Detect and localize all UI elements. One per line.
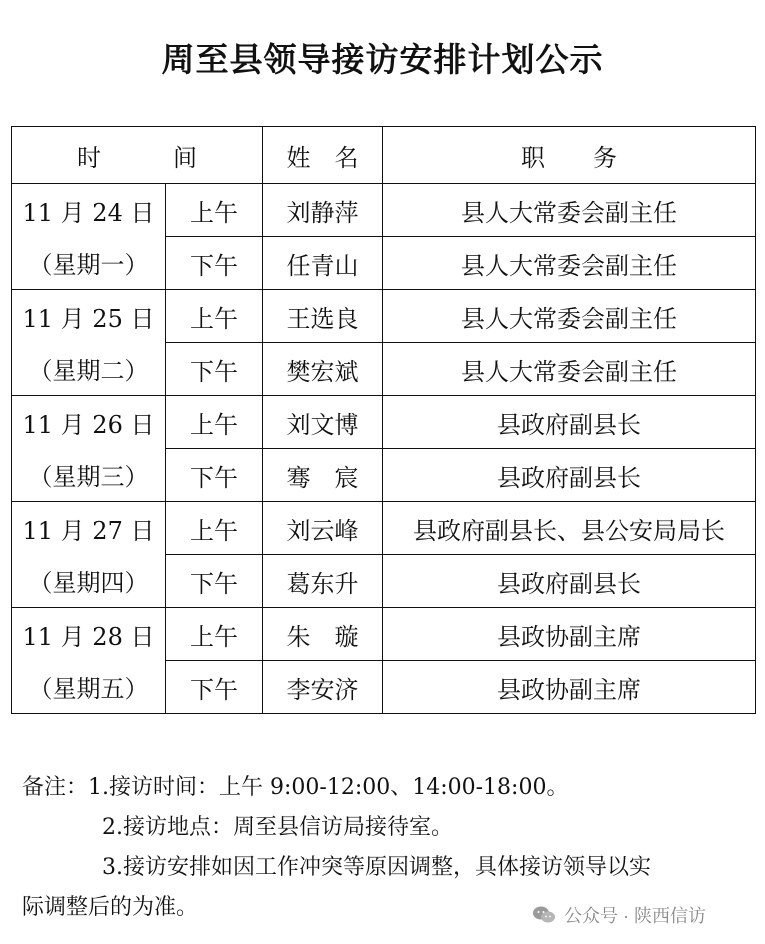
note-line: 际调整后的为准。 (22, 895, 199, 920)
note-line: 备注：1.接访时间：上午 9:00-12:00、14:00-18:00。 (22, 775, 569, 800)
table-row (12, 449, 756, 502)
period-cell: 上午 (166, 396, 263, 449)
date-cell: （星期一） (12, 237, 166, 290)
position-cell: 县政府副县长 (383, 396, 756, 449)
name-cell: 李安济 (263, 661, 383, 714)
position-cell: 县政协副主席 (383, 608, 756, 661)
position-cell: 县人大常委会副主任 (383, 290, 756, 343)
table-row (12, 502, 756, 555)
table-row (12, 396, 756, 449)
period-cell: 上午 (166, 184, 263, 237)
date-cell: （星期四） (12, 555, 166, 608)
schedule-table (11, 126, 756, 714)
date-cell: 11 月 27 日 (12, 502, 166, 555)
position-cell: 县人大常委会副主任 (383, 237, 756, 290)
header-time: 时 间 (12, 127, 263, 184)
period-cell: 上午 (166, 502, 263, 555)
table-row (12, 290, 756, 343)
watermark-text: 公众号 · 陕西信访 (564, 906, 706, 926)
position-cell: 县政府副县长、县公安局局长 (383, 502, 756, 555)
name-cell: 骞 宸 (263, 449, 383, 502)
period-cell: 下午 (166, 555, 263, 608)
page-title: 周至县领导接访安排计划公示 (161, 40, 604, 79)
position-cell: 县人大常委会副主任 (383, 343, 756, 396)
position-cell: 县政府副县长 (383, 449, 756, 502)
period-cell: 下午 (166, 661, 263, 714)
name-cell: 葛东升 (263, 555, 383, 608)
header-name: 姓 名 (263, 127, 383, 184)
period-cell: 下午 (166, 237, 263, 290)
table-row (12, 555, 756, 608)
watermark (532, 900, 706, 930)
name-cell: 任青山 (263, 237, 383, 290)
date-cell: （星期三） (12, 449, 166, 502)
table-row (12, 237, 756, 290)
position-cell: 县政府副县长 (383, 555, 756, 608)
date-cell: 11 月 24 日 (12, 184, 166, 237)
period-cell: 下午 (166, 343, 263, 396)
name-cell: 刘云峰 (263, 502, 383, 555)
table-header-row (12, 127, 756, 184)
wechat-icon (532, 905, 556, 925)
name-cell: 朱 璇 (263, 608, 383, 661)
date-cell: 11 月 25 日 (12, 290, 166, 343)
date-cell: （星期五） (12, 661, 166, 714)
period-cell: 下午 (166, 449, 263, 502)
period-cell: 上午 (166, 608, 263, 661)
note-line: 2.接访地点：周至县信访局接待室。 (102, 815, 453, 840)
note-line: 3.接访安排如因工作冲突等原因调整，具体接访领导以实 (102, 855, 651, 880)
table-row (12, 184, 756, 237)
table-row (12, 608, 756, 661)
table-row (12, 343, 756, 396)
date-cell: 11 月 26 日 (12, 396, 166, 449)
position-cell: 县人大常委会副主任 (383, 184, 756, 237)
table-row (12, 661, 756, 714)
name-cell: 刘静萍 (263, 184, 383, 237)
name-cell: 刘文博 (263, 396, 383, 449)
header-position: 职 务 (383, 127, 756, 184)
position-cell: 县政协副主席 (383, 661, 756, 714)
period-cell: 上午 (166, 290, 263, 343)
date-cell: 11 月 28 日 (12, 608, 166, 661)
name-cell: 王选良 (263, 290, 383, 343)
date-cell: （星期二） (12, 343, 166, 396)
name-cell: 樊宏斌 (263, 343, 383, 396)
